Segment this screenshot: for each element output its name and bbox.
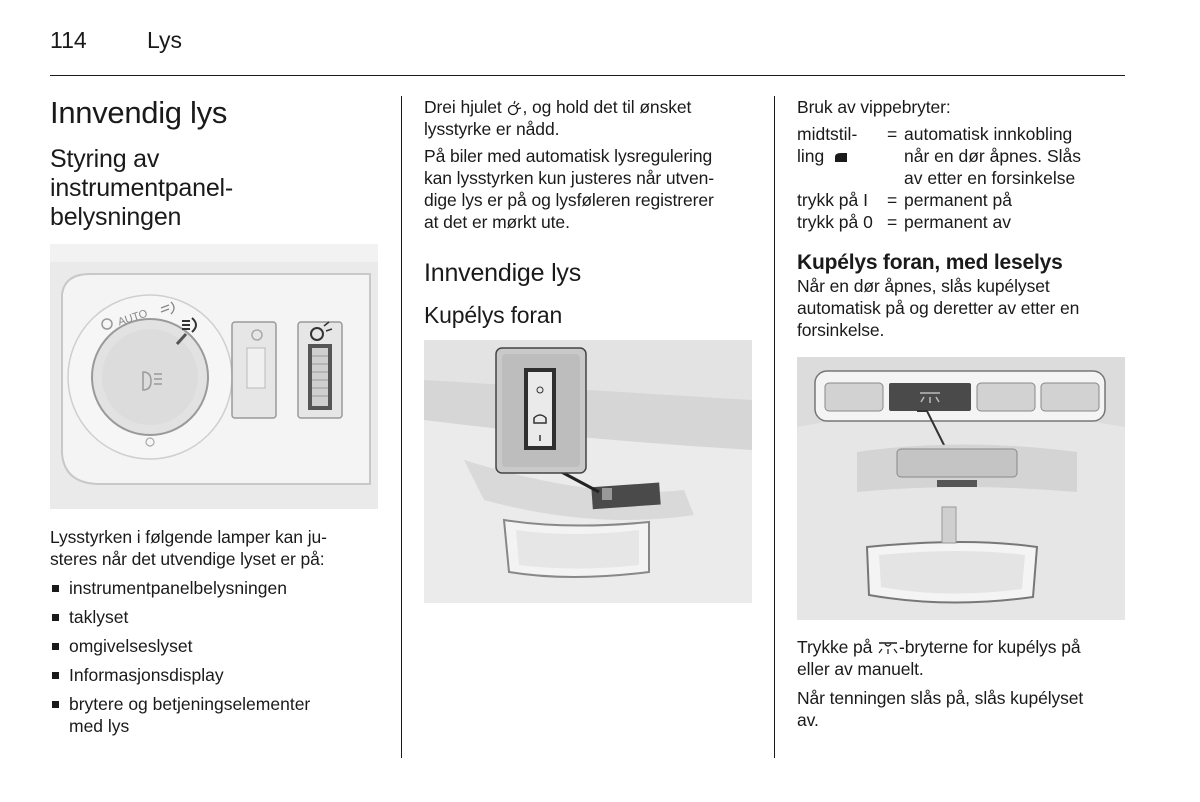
interior-light-icon — [877, 641, 899, 655]
rocker-switch-table — [797, 123, 1127, 233]
subsection-heading: Kupélys foran — [424, 302, 563, 328]
column-2 — [424, 96, 754, 603]
list-item: Informasjonsdisplay — [50, 664, 380, 686]
column-divider — [401, 96, 402, 758]
door-icon — [833, 151, 849, 164]
definition-row: trykk på I = permanent på — [797, 190, 1012, 210]
column-3 — [797, 96, 1127, 731]
manual-switch-paragraph: Trykke på -bryterne for kupélys på eller av manuelt. — [797, 637, 1081, 679]
auto-label: AUTO — [116, 307, 150, 329]
intro-paragraph: Lysstyrken i følgende lamper kan ju- steres når det utvendige lyset er på: — [50, 527, 327, 569]
rocker-intro: Bruk av vippebryter: — [797, 97, 951, 117]
dimmer-wheel-icon — [506, 100, 522, 116]
lamp-list — [50, 577, 380, 737]
column-1 — [50, 96, 380, 737]
page-number: 114 — [50, 27, 87, 53]
section-heading: Innvendige lys — [424, 259, 582, 287]
list-item: taklyset — [50, 606, 380, 628]
header-rule — [50, 75, 1125, 76]
reading-light-heading: Kupélys foran, med leselys — [797, 251, 1063, 274]
definition-row: trykk på 0 = permanent av — [797, 212, 1012, 232]
front-courtesy-light-figure — [424, 340, 752, 603]
ignition-paragraph: Når tenningen slås på, slås kupélyset av. — [797, 688, 1084, 730]
list-item: brytere og betjeningselementer med lys — [50, 693, 335, 737]
subsection-title: Styring av instrumentpanel- belysningen — [50, 145, 234, 231]
auto-light-paragraph: På biler med automatisk lysregulering kan lysstyrken kun justeres når utven- dige lys er på og lysføleren registrerer at det er mørkt ute. — [424, 146, 714, 232]
instrument-panel-light-switch-figure — [50, 244, 378, 509]
list-item: omgivelseslyset — [50, 635, 380, 657]
chapter-title: Lys — [147, 27, 182, 53]
reading-light-figure — [797, 357, 1125, 620]
door-paragraph: Når en dør åpnes, slås kupélyset automatisk på og deretter av etter en forsinkelse. — [797, 276, 1080, 340]
list-item: instrumentpanelbelysningen — [50, 577, 380, 599]
wheel-paragraph: Drei hjulet , og hold det til ønsket lysstyrke er nådd. — [424, 97, 692, 139]
column-divider — [774, 96, 775, 758]
definition-row: midtstil- ling = automatisk innkobling når en dør åpnes. Slås av etter en forsinkelse — [797, 124, 1082, 188]
section-title: Innvendig lys — [50, 95, 228, 130]
